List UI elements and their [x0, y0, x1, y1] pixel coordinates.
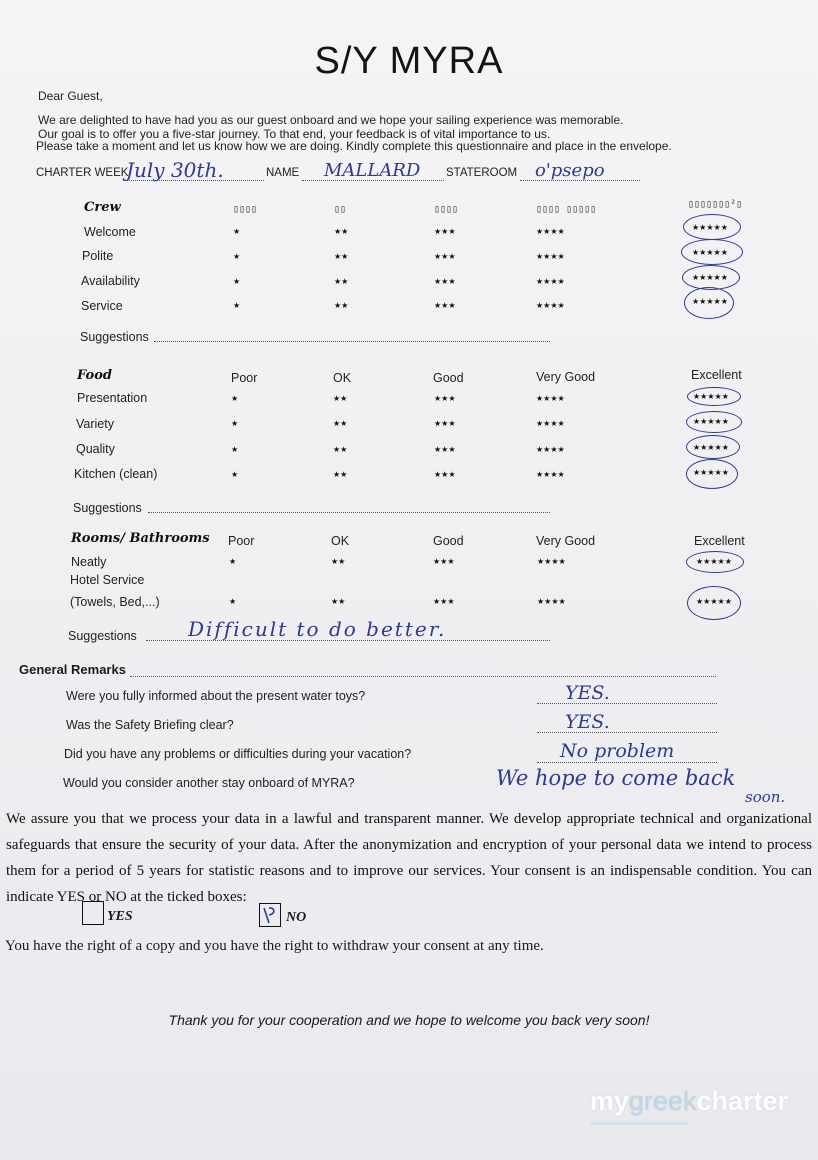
rating-option[interactable]: ★★★	[434, 301, 456, 310]
crew-col-4: ▯▯▯▯ ▯▯▯▯▯	[536, 204, 597, 215]
checkmark-icon	[260, 904, 280, 926]
rating-option[interactable]: ★★	[333, 394, 348, 403]
crew-col-3: ▯▯▯▯	[434, 204, 459, 215]
answer-another-stay-continued[interactable]: soon.	[745, 788, 786, 806]
crew-col-5: ▯▯▯▯▯▯▯²▯	[688, 199, 743, 210]
selection-circle	[686, 435, 740, 459]
answer-water-toys[interactable]: YES.	[565, 682, 610, 704]
rating-option[interactable]: ★	[229, 597, 237, 606]
rooms-item-neatly: Neatly	[71, 555, 107, 569]
rooms-col-good: Good	[433, 534, 464, 548]
rating-option-selected[interactable]: ★★★★★	[692, 223, 728, 232]
selection-circle	[687, 586, 741, 620]
rating-option-selected[interactable]: ★★★★★	[693, 468, 729, 477]
selection-circle	[683, 214, 741, 240]
rooms-col-poor: Poor	[228, 534, 255, 548]
rating-option[interactable]: ★★★★	[536, 252, 565, 261]
selection-circle	[684, 287, 734, 319]
selection-circle	[681, 239, 743, 265]
rating-option[interactable]: ★★	[333, 445, 348, 454]
rating-option[interactable]: ★	[233, 227, 241, 236]
crew-item-service: Service	[81, 299, 123, 313]
watermark-part-my: my	[589, 1086, 629, 1116]
rooms-section-title: Rooms/ Bathrooms	[71, 531, 210, 546]
rating-option-selected[interactable]: ★★★★★	[692, 297, 728, 306]
rating-option[interactable]: ★★★	[434, 419, 456, 428]
rating-option-selected[interactable]: ★★★★★	[696, 557, 732, 566]
rating-option[interactable]: ★★★	[434, 277, 456, 286]
charter-week-value[interactable]: July 30th.	[126, 158, 224, 182]
rating-option[interactable]: ★★★★	[536, 277, 565, 286]
question-water-toys: Were you fully informed about the present water toys?	[66, 689, 366, 703]
crew-section-title: Crew	[84, 200, 121, 215]
rating-option[interactable]: ★★	[333, 419, 348, 428]
food-col-excellent: Excellent	[691, 368, 742, 382]
rooms-col-excellent: Excellent	[694, 534, 745, 548]
rating-option[interactable]: ★	[233, 301, 241, 310]
rating-option[interactable]: ★★	[334, 301, 349, 310]
food-suggestions-label: Suggestions	[73, 501, 142, 515]
rating-option[interactable]: ★★★	[434, 227, 456, 236]
watermark-logo	[590, 1086, 788, 1117]
name-label: NAME	[266, 167, 300, 179]
rating-option-selected[interactable]: ★★★★★	[692, 248, 728, 257]
selection-circle	[686, 411, 742, 433]
rating-option[interactable]: ★	[229, 557, 237, 566]
rating-option[interactable]: ★★★	[434, 252, 456, 261]
consent-yes-checkbox[interactable]	[82, 901, 104, 925]
rating-option-selected[interactable]: ★★★★★	[693, 392, 729, 401]
food-col-good: Good	[433, 371, 464, 385]
rating-option[interactable]: ★	[231, 419, 239, 428]
rating-option[interactable]: ★	[233, 252, 241, 261]
rating-option[interactable]: ★★★★	[536, 227, 565, 236]
answer-safety-briefing[interactable]: YES.	[565, 711, 610, 733]
food-item-presentation: Presentation	[77, 391, 148, 405]
page-title: S/Y MYRA	[314, 40, 504, 82]
letter-line-3: Please take a moment and let us know how we are doing. Kindly complete this questionnaire and place in the envelope.	[36, 139, 672, 153]
stateroom-label: STATEROOM	[446, 167, 518, 179]
rooms-item-hotel-service: Hotel Service	[70, 573, 145, 587]
rating-option[interactable]: ★★	[331, 557, 346, 566]
rooms-col-very-good: Very Good	[536, 534, 596, 548]
rating-option[interactable]: ★★★	[434, 445, 456, 454]
rating-option[interactable]: ★★	[334, 252, 349, 261]
food-item-kitchen: Kitchen (clean)	[74, 467, 158, 481]
rating-option[interactable]: ★★★★	[536, 301, 565, 310]
answer-line	[537, 703, 717, 704]
food-section-title: Food	[77, 368, 112, 383]
rating-option[interactable]: ★★★★	[537, 557, 566, 566]
selection-circle	[686, 459, 738, 489]
crew-suggestions-input[interactable]	[154, 341, 550, 342]
stateroom-value[interactable]: o'psepo	[535, 160, 605, 181]
rating-option-selected[interactable]: ★★★★★	[693, 417, 729, 426]
rating-option[interactable]: ★★★★	[536, 394, 565, 403]
rating-option[interactable]: ★★	[333, 470, 348, 479]
rating-option-selected[interactable]: ★★★★★	[696, 597, 732, 606]
food-col-ok: OK	[333, 371, 352, 385]
consent-rights: You have the right of a copy and you have the right to withdraw your consent at any time.	[5, 938, 544, 954]
food-suggestions-input[interactable]	[148, 512, 550, 513]
thank-you-message: Thank you for your cooperation and we hope to welcome you back very soon!	[168, 1012, 650, 1028]
answer-problems[interactable]: No problem	[560, 740, 675, 762]
question-problems: Did you have any problems or difficulties during your vacation?	[64, 747, 412, 761]
rating-option[interactable]: ★	[233, 277, 241, 286]
watermark-part-charter: charter	[696, 1086, 788, 1116]
selection-circle	[687, 387, 741, 406]
crew-suggestions-label: Suggestions	[80, 330, 149, 344]
rating-option[interactable]: ★	[231, 394, 239, 403]
crew-col-2: ▯▯	[334, 204, 347, 215]
data-consent-paragraph: We assure you that we process your data in a lawful and transparent manner. We develop appropriate technical and organizational safeguards that ensure the security of your data. After the anonymization and encryption of your personal data we intend to process them for a period of 5 years for statistic reasons and to improve our services. Your consent is an indispensable condition. You can indicate YES or NO at the ticked boxes:	[6, 811, 812, 905]
rooms-item-towels-bed: (Towels, Bed,...)	[70, 595, 160, 609]
rating-option-selected[interactable]: ★★★★★	[693, 443, 729, 452]
answer-line	[537, 732, 717, 733]
general-remarks-title: General Remarks	[19, 662, 126, 677]
food-item-variety: Variety	[76, 417, 114, 431]
rating-option[interactable]: ★★	[334, 227, 349, 236]
crew-item-welcome: Welcome	[84, 225, 136, 239]
consent-no-checkbox[interactable]	[259, 903, 281, 927]
rating-option[interactable]: ★★★★	[536, 419, 565, 428]
selection-circle	[686, 551, 744, 573]
rating-option[interactable]: ★★★★	[536, 445, 565, 454]
charter-week-label: CHARTER WEEK	[36, 167, 129, 179]
consent-no-label: NO	[286, 910, 307, 925]
rating-option[interactable]: ★★	[331, 597, 346, 606]
rating-option[interactable]: ★	[231, 470, 239, 479]
general-remarks-line	[130, 676, 716, 677]
letter-line-1: We are delighted to have had you as our guest onboard and we hope your sailing experience was memorable.	[38, 113, 624, 127]
rating-option[interactable]: ★★★	[433, 597, 455, 606]
letter-line-2: Our goal is to offer you a five-star journey. To that end, your feedback is of vital importance to us.	[38, 127, 551, 141]
crew-item-polite: Polite	[82, 249, 114, 263]
rating-option-selected[interactable]: ★★★★★	[692, 273, 728, 282]
crew-item-availability: Availability	[81, 274, 140, 288]
question-safety-briefing: Was the Safety Briefing clear?	[66, 718, 234, 732]
rooms-suggestions-value[interactable]: Difficult to do better.	[188, 617, 447, 641]
name-value[interactable]: MALLARD	[324, 160, 421, 181]
rating-option[interactable]: ★★	[334, 277, 349, 286]
food-col-very-good: Very Good	[536, 370, 596, 384]
question-another-stay: Would you consider another stay onboard of MYRA?	[63, 776, 355, 790]
rating-option[interactable]: ★★★	[434, 470, 456, 479]
answer-another-stay[interactable]: We hope to come back	[496, 766, 736, 790]
answer-line	[537, 762, 717, 763]
rating-option[interactable]: ★★★	[434, 394, 456, 403]
letter-greeting: Dear Guest,	[38, 89, 103, 103]
watermark-underline	[590, 1122, 688, 1125]
food-col-poor: Poor	[231, 371, 258, 385]
rating-option[interactable]: ★	[231, 445, 239, 454]
rooms-suggestions-label: Suggestions	[68, 629, 137, 643]
rooms-col-ok: OK	[331, 534, 350, 548]
rating-option[interactable]: ★★★★	[536, 470, 565, 479]
food-item-quality: Quality	[76, 442, 115, 456]
rating-option[interactable]: ★★★	[433, 557, 455, 566]
rating-option[interactable]: ★★★★	[537, 597, 566, 606]
consent-yes-label: YES	[107, 909, 133, 924]
watermark-part-greek: greek	[628, 1086, 697, 1116]
crew-col-1: ▯▯▯▯	[233, 204, 258, 215]
